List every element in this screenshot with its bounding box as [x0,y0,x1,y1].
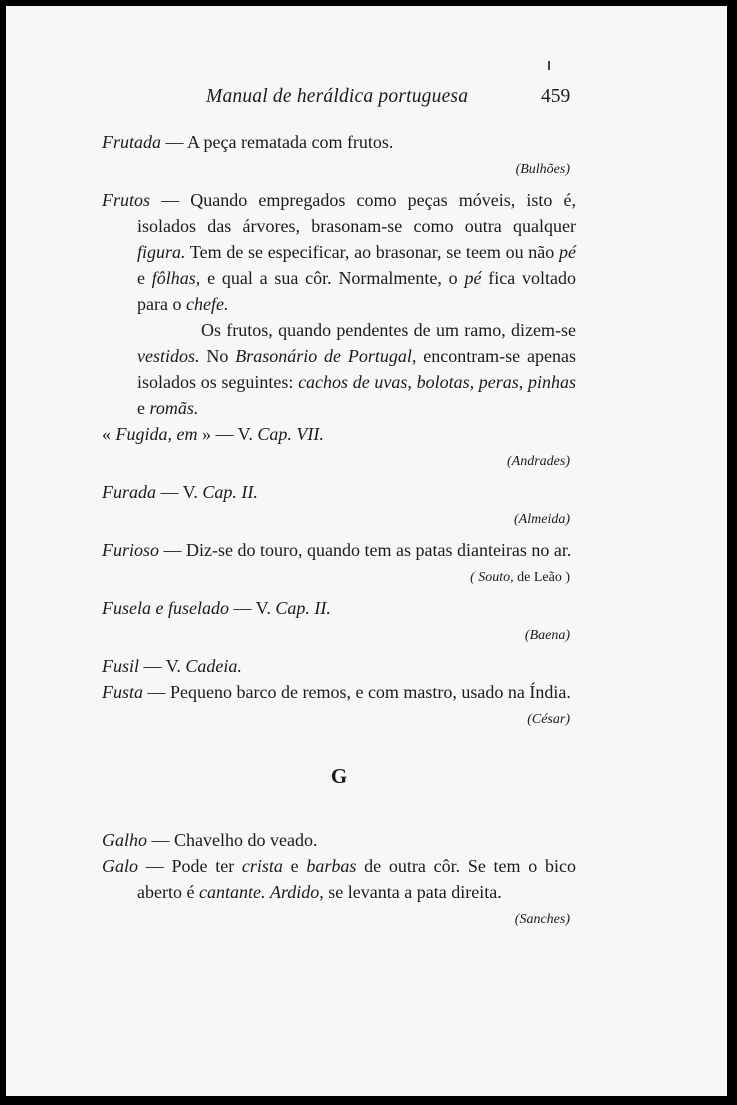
cross-reference: Cap. II. [202,482,258,502]
italic-term: crista [241,856,283,876]
term: Fusil [102,656,140,676]
definition-part: — V. [228,598,276,618]
italic-term: vestidos. [137,346,200,366]
italic-term: peras, [478,372,524,392]
source-citation [102,567,570,589]
definition-part: encontram-se apenas isolados os seguintes: [137,346,576,392]
italic-term: chefe. [185,294,229,314]
definition-part: Tem de se especificar, ao brasonar, se teem ou não [185,242,559,262]
definition-part: » — V. [197,424,258,444]
entry-fusta [102,679,576,705]
italic-term: Ardido, [269,882,324,902]
definition-part: e [137,398,150,418]
definition: — Chavelho do veado. [147,830,318,850]
term: Frutos [102,190,151,210]
definition-part: fica voltado para o [137,268,576,314]
italic-term: figura. [137,242,186,262]
book-page [6,6,727,1096]
definition-part: — Quando empregados como peças móveis, isto é, isolados das árvores, brasonam-se como outra qualquer [137,190,576,236]
term: Furioso [102,540,160,560]
entry-furioso [102,537,576,563]
source-citation: (Almeida) [514,512,570,527]
source-citation: (Bulhões) [515,162,570,177]
definition-part: se levanta a pata direita. [323,882,502,902]
italic-term: romãs. [149,398,199,418]
definition-part: de outra côr. Se tem o bico aberto é [137,856,576,902]
entry-galo [102,853,576,905]
italic-term: bolotas, [416,372,475,392]
entry-fusela [102,595,576,621]
term: Fusta [102,682,144,702]
definition: — A peça rematada com frutos. [161,132,394,152]
source-part: de Leão ) [513,570,570,585]
definition: — Pequeno barco de remos, e com mastro, usado na Índia. [143,682,571,702]
source-citation: (Andrades) [507,454,570,469]
source-citation: (Baena) [524,628,570,643]
cross-reference: Cadeia. [185,656,242,676]
print-mark [548,61,550,70]
italic-term: fôlhas, [151,268,201,288]
quote-open: « [102,424,116,444]
cross-reference: Cap. VII. [257,424,324,444]
definition-part: — V. [156,482,203,502]
entry-frutada [102,129,576,155]
source-citation: (Sanches) [514,912,570,927]
source-part: ( Souto, [470,570,514,585]
entry-furada [102,479,576,505]
section-letter: G [330,764,348,788]
term: Galho [102,830,147,850]
definition-part: e [137,268,152,288]
cross-reference: Cap. II. [275,598,331,618]
definition-part: e qual a sua côr. Normalmente, o [200,268,465,288]
entry-frutos [102,187,576,317]
term: Frutada [102,132,162,152]
term: Galo [102,856,138,876]
running-head: Manual de heráldica portuguesa [206,86,469,107]
page-number: 459 [541,86,571,107]
definition: — Diz-se do touro, quando tem as patas dianteiras no ar. [159,540,572,560]
italic-term: cachos de uvas, [298,372,412,392]
source-citation: (César) [527,712,570,727]
definition-part: — Pode ter [138,856,242,876]
italic-title: Brasonário de Portugal, [235,346,417,366]
definition-part: — V. [139,656,186,676]
italic-term: barbas [306,856,357,876]
term: Fusela e fuselado [102,598,229,618]
italic-term: pinhas [527,372,576,392]
definition-part: Os frutos, quando pendentes de um ramo, dizem-se [201,320,576,340]
term: Fugida, em [115,424,198,444]
entry-galho [102,827,576,853]
term: Furada [102,482,156,502]
italic-term: cantante. [198,882,266,902]
dictionary-body [102,129,576,937]
entry-fusil [102,653,576,679]
definition-part: e [282,856,307,876]
entry-fugida [102,421,576,447]
italic-term: pé [464,268,482,288]
definition-part: No [199,346,236,366]
entry-frutos-paragraph [102,317,576,421]
italic-term: pé [559,242,576,262]
